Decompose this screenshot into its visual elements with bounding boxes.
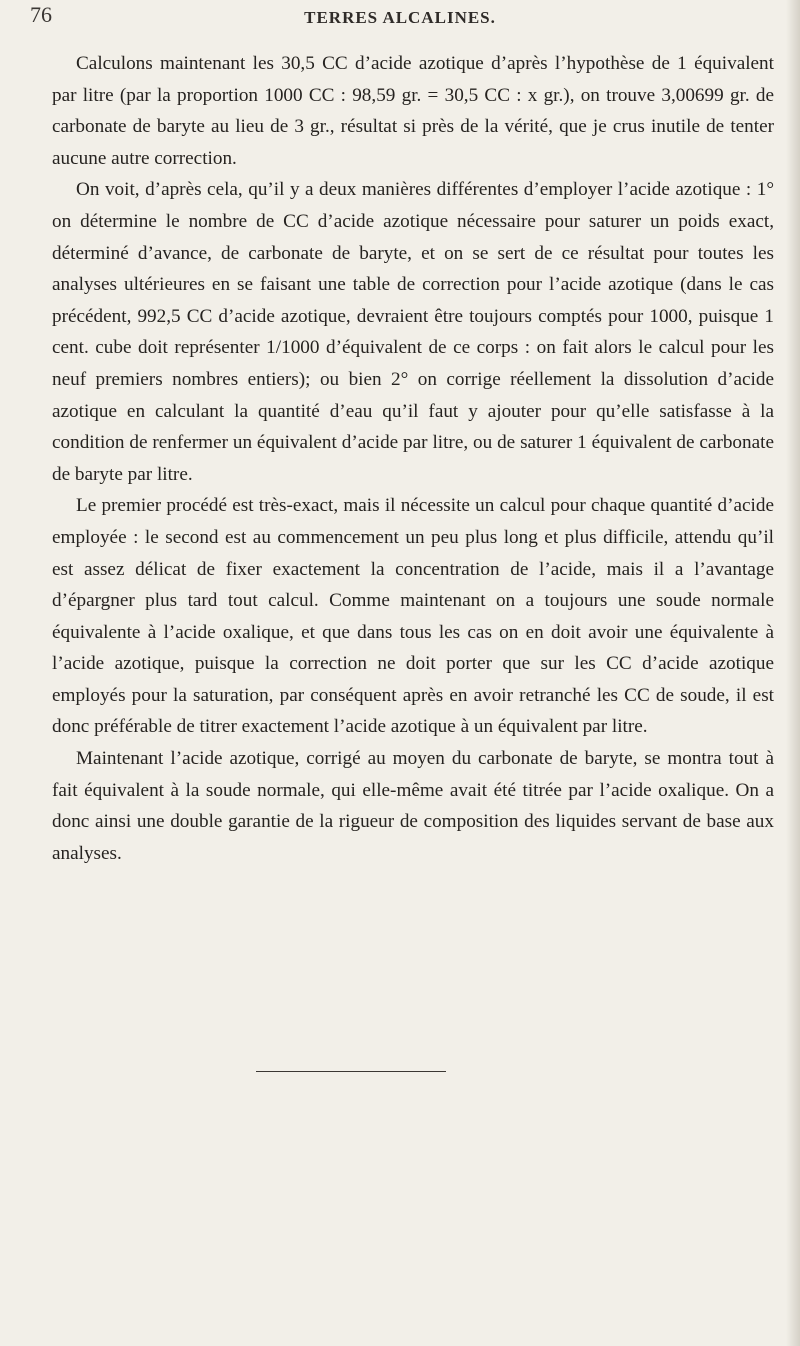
page-number: 76 — [30, 2, 52, 27]
body-text — [52, 48, 774, 869]
paragraph-2: On voit, d’après cela, qu’il y a deux manières différentes d’employer l’acide azotique : 1° on détermine le nombre de CC d’acide azotique nécessaire pour saturer un poids exact, déterminé d’avance, de carbonate de baryte, et on se sert de ce résultat pour toutes les analyses ultérieures en se faisant une table de correction pour l’acide azotique (dans le cas précédent, 992,5 CC d’acide azotique, devraient être toujours comptés pour 1000, puisque 1 cent. cube doit représenter 1/1000 d’équivalent de ce corps : on fait alors le calcul pour les neuf premiers nombres entiers); ou bien 2° on corrige réellement la dissolution d’acide azotique en calculant la quantité d’eau qu’il faut y ajouter pour qu’elle satisfasse à la condition de renfermer un équivalent d’acide par litre, ou de saturer 1 équivalent de carbonate de baryte par litre. — [52, 179, 774, 485]
paragraph-1: Calculons maintenant les 30,5 CC d’acide azotique d’après l’hypothèse de 1 équivalent par litre (par la proportion 1000 CC : 98,59 gr. = 30,5 CC : x gr.), on trouve 3,00699 gr. de carbonate de baryte au lieu de 3 gr., résultat si près de la vérité, que je crus inutile de tenter aucune autre correction. — [52, 53, 774, 169]
paragraph-3: Le premier procédé est très-exact, mais il nécessite un calcul pour chaque quantité d’acide employée : le second est au commencement un peu plus long et plus difficile, attendu qu’il est assez délicat de fixer exactement la concentration de l’acide, mais il a l’avantage d’épargner plus tard tout calcul. Comme maintenant on a toujours une soude normale équivalente à l’acide oxalique, et que dans tous les cas on en doit avoir une équivalente à l’acide azotique, puisque la correction ne doit porter que sur les CC d’acide azotique employés pour la saturation, par conséquent après en avoir retranché les CC de soude, il est donc préférable de titrer exactement l’acide azotique à un équivalent par litre. — [52, 495, 774, 738]
running-title: TERRES ALCALINES. — [304, 8, 496, 27]
paragraph-4: Maintenant l’acide azotique, corrigé au moyen du carbonate de baryte, se montra tout à fait équivalent à la soude normale, qui elle-même avait été titrée par l’acide oxalique. On a donc ainsi une double garantie de la rigueur de composition des liquides servant de base aux analyses. — [52, 748, 774, 864]
page-edge-shadow — [786, 0, 800, 1346]
section-divider-rule — [256, 1071, 446, 1072]
